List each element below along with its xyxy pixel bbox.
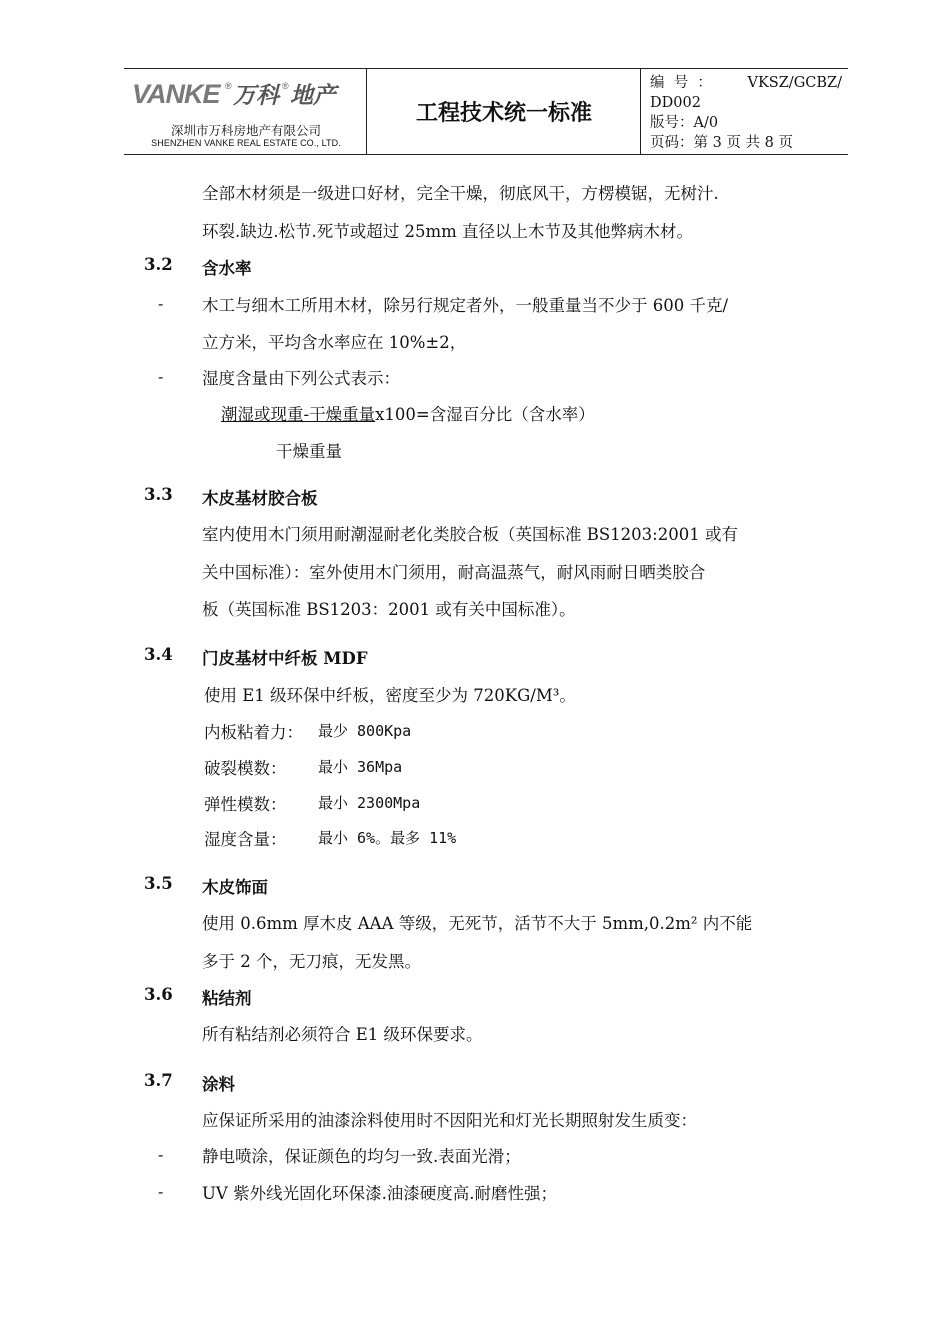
document-title: 工程技术统一标准 [415, 101, 592, 126]
header-top-rule [124, 68, 848, 69]
section-title: 木皮基材胶合板 [202, 489, 318, 508]
header-divider-left [366, 68, 367, 154]
section-number: 3.6 [144, 985, 173, 1004]
spec-value: 最小 36Mpa [318, 758, 403, 776]
formula-rest: x100=含湿百分比（含水率） [375, 405, 595, 424]
paragraph-line: 关中国标准）：室外使用木门须用，耐高温蒸气，耐风雨耐日晒类胶合 [202, 563, 706, 582]
spec-label: 湿度含量： [204, 830, 287, 849]
spec-label: 破裂模数： [204, 759, 287, 778]
spec-value: 最小 2300Mpa [318, 794, 421, 812]
header-divider-right [640, 68, 641, 154]
paragraph-line: 湿度含量由下列公式表示： [202, 369, 400, 388]
section-number: 3.7 [144, 1071, 173, 1090]
bullet-dash: - [158, 294, 164, 313]
vanke-logo [130, 76, 360, 112]
bullet-dash: - [158, 1182, 164, 1201]
svg-text:®: ® [282, 81, 289, 91]
doc-version: 版号：A/0 [650, 115, 719, 131]
intro-line-2: 环裂.缺边.松节.死节或超过 25mm 直径以上木节及其他弊病木材。 [202, 222, 694, 241]
svg-text:地产: 地产 [290, 83, 336, 109]
page-number: 页码：第 3 页 共 8 页 [650, 135, 793, 151]
svg-text:®: ® [225, 81, 232, 91]
paragraph-line: 立方米，平均含水率应在 10%±2， [202, 333, 467, 352]
section-title: 木皮饰面 [202, 878, 268, 897]
spec-label: 内板粘着力： [204, 723, 303, 742]
spec-value: 最小 6%。最多 11% [318, 829, 457, 847]
doc-code-cont: DD002 [650, 95, 701, 111]
svg-text:VANKE: VANKE [132, 79, 220, 109]
bullet-dash: - [158, 1145, 164, 1164]
formula-numerator: 潮湿或现重-干燥重量 [221, 405, 376, 424]
company-name-cn: 深圳市万科房地产有限公司 [170, 123, 321, 138]
section-title: 粘结剂 [202, 989, 252, 1008]
section-title: 含水率 [202, 259, 252, 278]
paragraph-line: 多于 2 个，无刀痕，无发黑。 [202, 952, 421, 971]
section-number: 3.3 [144, 485, 173, 504]
section-title: 门皮基材中纤板 MDF [202, 649, 368, 668]
formula-denominator: 干燥重量 [276, 442, 342, 461]
doc-code: 编 号 ： VKSZ/GCBZ/ [650, 75, 842, 91]
paragraph-line: 静电喷涂，保证颜色的均匀一致.表面光滑； [202, 1147, 521, 1166]
paragraph-line: 使用 0.6mm 厚木皮 AAA 等级，无死节，活节不大于 5mm,0.2m² 内不能 [202, 914, 753, 933]
formula-line [221, 401, 595, 425]
paragraph-line: 木工与细木工所用木材，除另行规定者外，一般重量当不少于 600 千克/ [202, 296, 729, 315]
header-bottom-rule [124, 154, 848, 155]
paragraph-line: 使用 E1 级环保中纤板，密度至少为 720KG/M³。 [204, 686, 576, 705]
svg-text:万科: 万科 [233, 83, 279, 109]
section-number: 3.2 [144, 255, 173, 274]
section-title: 涂料 [202, 1075, 235, 1094]
paragraph-line: 板（英国标准 BS1203：2001 或有关中国标准）。 [202, 600, 576, 619]
spec-value: 最少 800Kpa [318, 722, 412, 740]
section-number: 3.5 [144, 874, 173, 893]
intro-line-1: 全部木材须是一级进口好材，完全干燥，彻底风干，方楞模锯，无树汁. [202, 184, 719, 203]
paragraph-line: 所有粘结剂必须符合 E1 级环保要求。 [202, 1025, 483, 1044]
paragraph-line: 室内使用木门须用耐潮湿耐老化类胶合板（英国标准 BS1203:2001 或有 [202, 525, 738, 544]
spec-label: 弹性模数： [204, 795, 287, 814]
bullet-dash: - [158, 367, 164, 386]
company-name-en: SHENZHEN VANKE REAL ESTATE CO., LTD. [151, 138, 341, 148]
paragraph-line: UV 紫外线光固化环保漆.油漆硬度高.耐磨性强； [202, 1184, 558, 1203]
paragraph-line: 应保证所采用的油漆涂料使用时不因阳光和灯光长期照射发生质变： [202, 1111, 697, 1130]
section-number: 3.4 [144, 645, 173, 664]
